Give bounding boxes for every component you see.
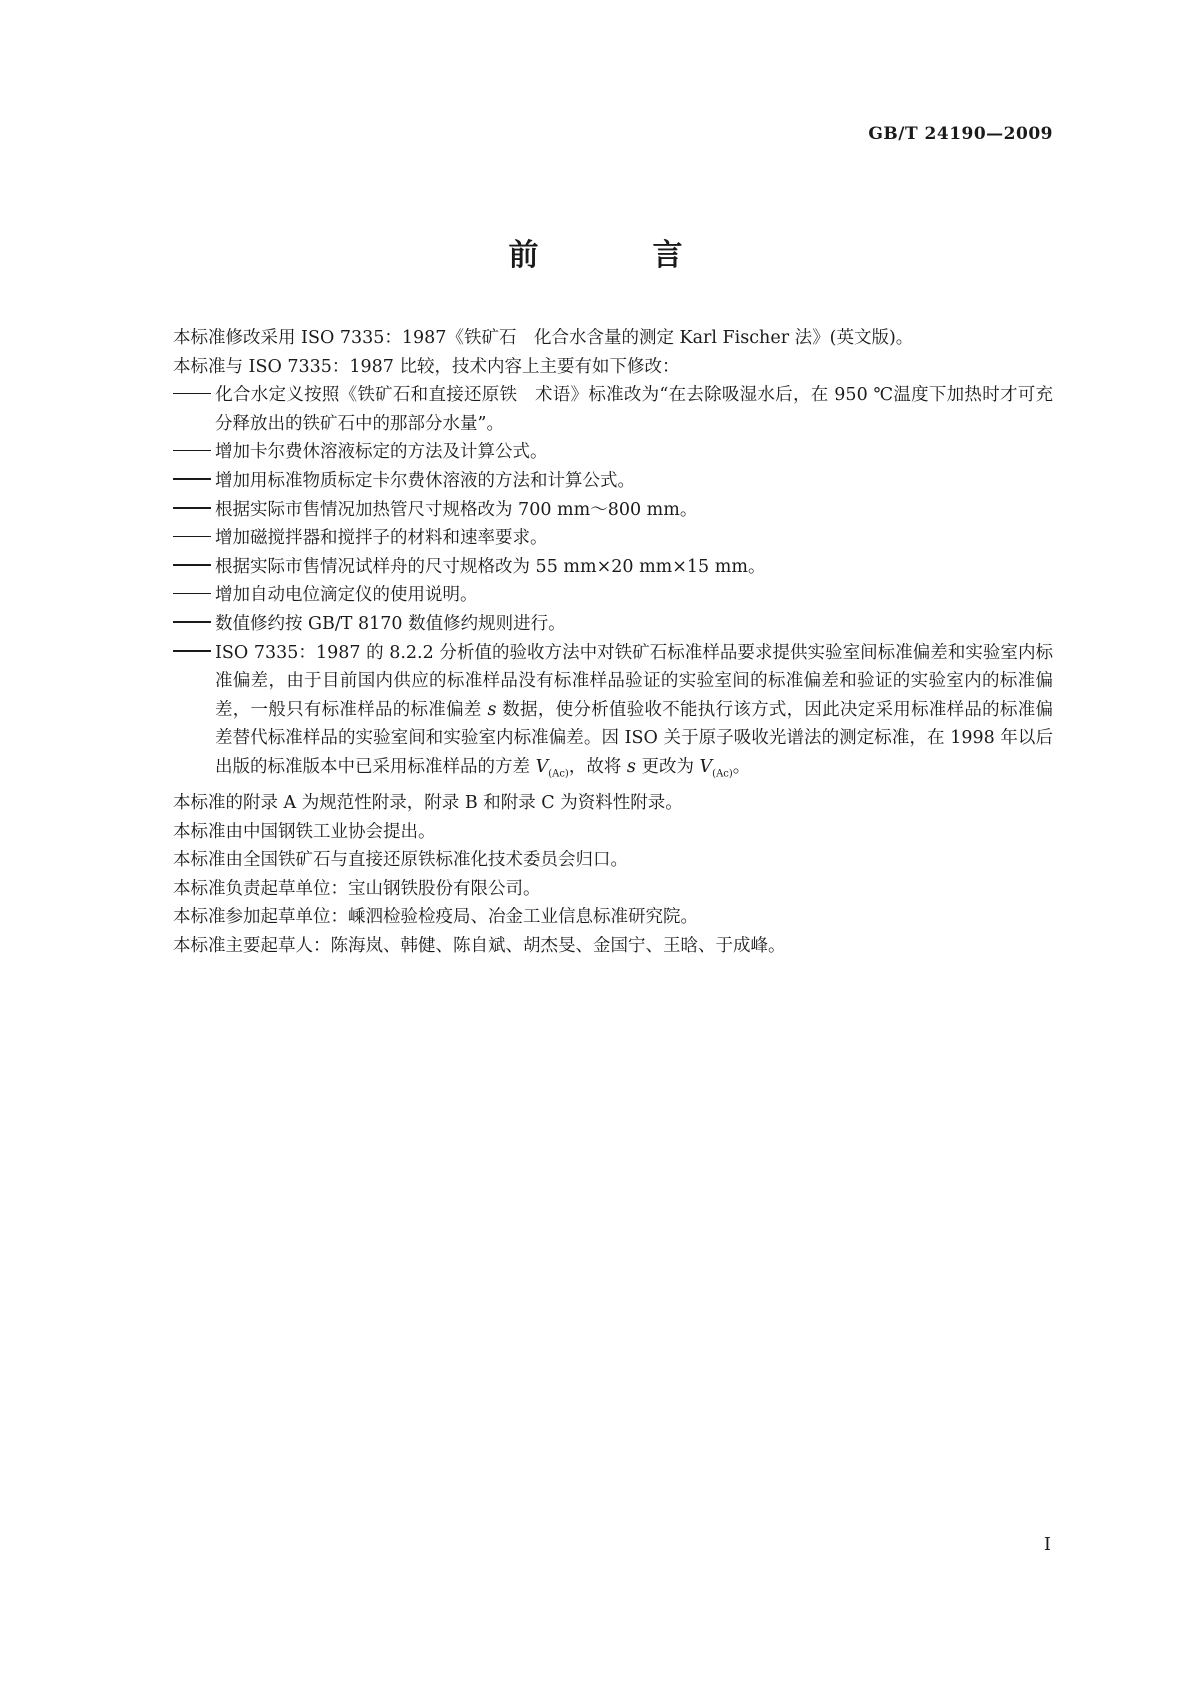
symbol-s: s [626,756,636,777]
dash-bullet [173,524,215,553]
modification-item [173,581,1053,610]
modification-item-iso [173,639,1053,789]
modification-text: 数据，使分析值验收不能执行该方式，因此决定采用标准样品的标准偏差替代标准样品的实验室间和实验室内标准偏差。因 ISO 关于原子吸收光谱法的测定标准，在 1998 年以后出版的标准版本中已采用标准样品的方差 [215,699,1054,777]
dash-bullet [173,639,215,668]
modification-item [173,553,1053,582]
symbol-v-subscript: (Ac) [712,768,733,780]
page-number: I [1043,1534,1051,1555]
closing-paragraph: 本标准参加起草单位：嵊泗检验检疫局、冶金工业信息标准研究院。 [173,907,698,928]
modification-text: ISO 7335：1987 的 8.2.2 分析值的验收方法中对铁矿石标准样品要求提供实验室间标准偏差和实验室内标准偏差，由于目前国内供应的标准样品没有标准样品验证的实验室间的标准偏差和验证的实验室内的标准偏差，一般只有标准样品的标准偏差 [215,642,1053,720]
modification-item [173,438,1053,467]
document-body [173,324,1053,961]
modification-text: 根据实际市售情况试样舟的尺寸规格改为 55 mm×20 mm×15 mm。 [215,556,766,577]
modification-text: 增加磁搅拌器和搅拌子的材料和速率要求。 [215,528,548,549]
dash-bullet [173,496,215,525]
closing-paragraph: 本标准负责起草单位：宝山钢铁股份有限公司。 [173,878,541,899]
dash-bullet [173,467,215,496]
modification-text: ，故将 [568,756,627,777]
standard-code: GB/T 24190—2009 [868,124,1053,144]
modification-text: 更改为 [635,756,700,777]
dash-bullet [173,438,215,467]
modification-text: 增加卡尔费休溶液标定的方法及计算公式。 [215,442,548,463]
modification-item [173,381,1053,438]
modification-text: 增加自动电位滴定仪的使用说明。 [215,585,478,606]
modification-item [173,524,1053,553]
symbol-v-subscript: (Ac) [548,768,569,780]
modification-text: 增加用标准物质标定卡尔费休溶液的方法和计算公式。 [215,470,635,491]
symbol-v: V [699,756,713,777]
dash-bullet [173,381,215,410]
closing-paragraph: 本标准的附录 A 为规范性附录，附录 B 和附录 C 为资料性附录。 [173,793,683,813]
page-title: 前 言 [508,238,725,273]
modification-text: 化合水定义按照《铁矿石和直接还原铁 术语》标准改为“在去除吸湿水后，在 950 ℃温度下加热时才可充分释放出的铁矿石中的那部分水量”。 [215,385,1053,434]
dash-bullet [173,610,215,639]
intro-paragraph: 本标准与 ISO 7335：1987 比较，技术内容上主要有如下修改： [173,356,680,377]
closing-paragraph: 本标准由全国铁矿石与直接还原铁标准化技术委员会归口。 [173,850,628,871]
modification-item [173,496,1053,525]
modification-text: 数值修约按 GB/T 8170 数值修约规则进行。 [215,613,566,634]
dash-bullet [173,553,215,582]
closing-paragraph: 本标准主要起草人：陈海岚、韩健、陈自斌、胡杰旻、金国宁、王晗、于成峰。 [173,935,786,956]
modification-item [173,610,1053,639]
symbol-s: s [487,699,497,720]
closing-paragraph: 本标准由中国钢铁工业协会提出。 [173,821,436,842]
dash-bullet [173,581,215,610]
modification-text: 根据实际市售情况加热管尺寸规格改为 700 mm～800 mm。 [215,499,698,520]
symbol-v: V [535,756,549,777]
intro-paragraph: 本标准修改采用 ISO 7335：1987《铁矿石 化合水含量的测定 Karl Fischer 法》(英文版)。 [173,328,914,348]
modification-item [173,467,1053,496]
modification-text: 。 [732,756,751,777]
